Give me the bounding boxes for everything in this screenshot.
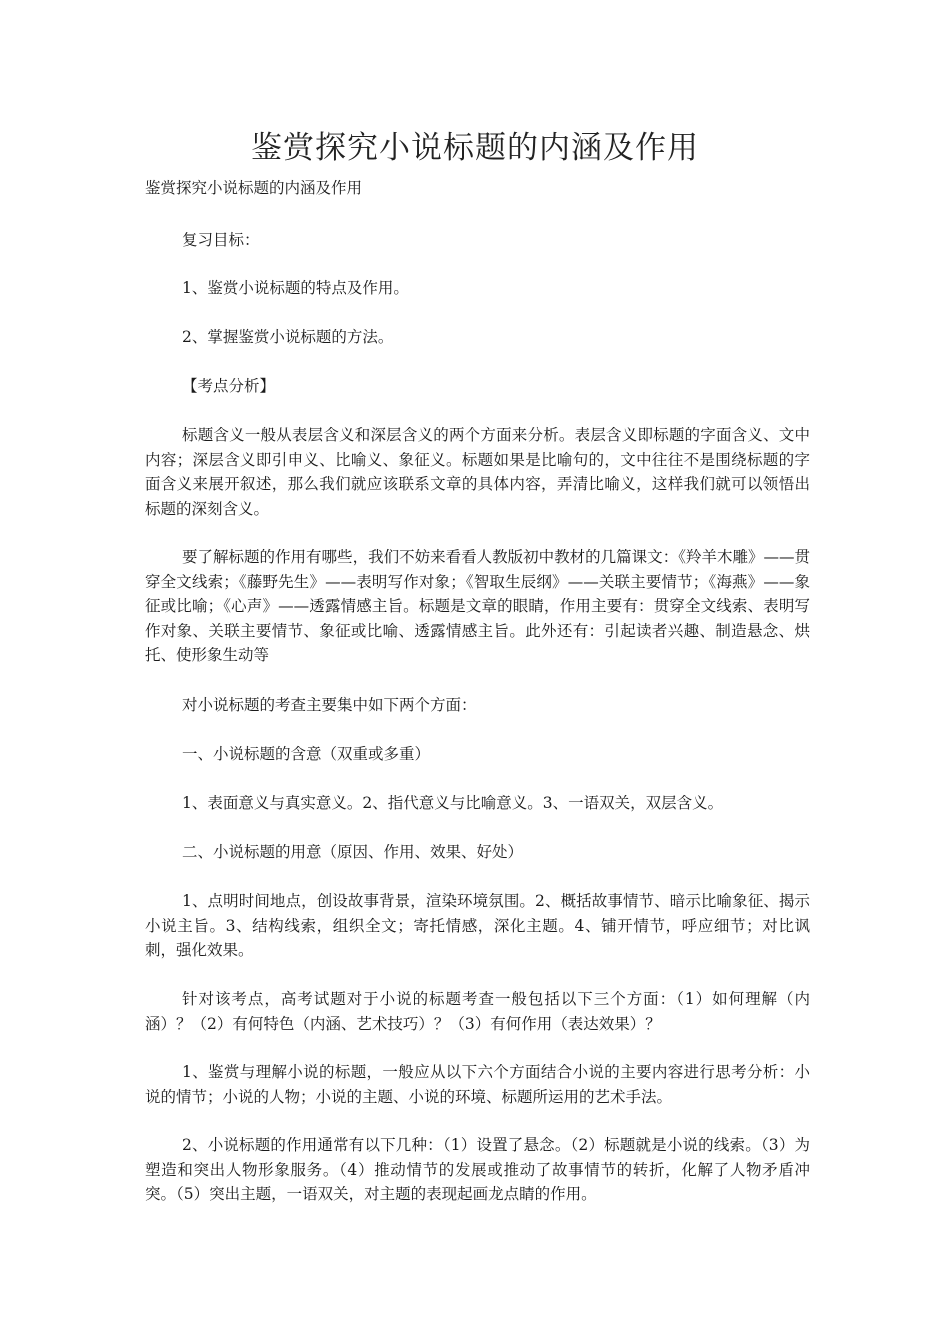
paragraph-goal-2: 2、掌握鉴赏小说标题的方法。: [182, 328, 394, 346]
paragraph-section-1-content: 1、表面意义与真实意义。2、指代意义与比喻意义。3、一语双关，双层含义。: [182, 794, 724, 812]
document-subtitle: 鉴赏探究小说标题的内涵及作用: [145, 179, 363, 197]
paragraph-exam-analysis-heading: 【考点分析】: [182, 377, 276, 395]
paragraph-section-1-heading: 一、小说标题的含意（双重或多重）: [182, 745, 431, 763]
paragraph-appreciation-method: 1、鉴赏与理解小说的标题，一般应从以下六个方面结合小说的主要内容进行思考分析：小说的情节；小说的人物；小说的主题、小说的环境、标题所运用的艺术手法。: [145, 1063, 810, 1106]
paragraph-title-roles: 2、小说标题的作用通常有以下几种：（1）设置了悬念。（2）标题就是小说的线索。（3）为塑造和突出人物形象服务。（4）推动情节的发展或推动了故事情节的转折，化解了人物矛盾冲突。（5）突出主题，一语双关，对主题的表现起画龙点睛的作用。: [145, 1136, 810, 1203]
paragraph-exam-questions: 针对该考点，高考试题对于小说的标题考查一般包括以下三个方面：（1）如何理解（内涵）？（2）有何特色（内涵、艺术技巧）？（3）有何作用（表达效果）？: [145, 990, 810, 1033]
document-title: 鉴赏探究小说标题的内涵及作用: [251, 130, 699, 166]
paragraph-exam-aspects: 对小说标题的考查主要集中如下两个方面：: [182, 696, 477, 714]
paragraph-section-2-heading: 二、小说标题的用意（原因、作用、效果、好处）: [182, 843, 524, 861]
paragraph-title-meaning: 标题含义一般从表层含义和深层含义的两个方面来分析。表层含义即标题的字面含义、文中内容；深层含义即引申义、比喻义、象征义。标题如果是比喻句的，文中往往不是围绕标题的字面含义来展开叙述，那么我们就应该联系文章的具体内容，弄清比喻义，这样我们就可以领悟出标题的深刻含义。: [145, 426, 810, 518]
paragraph-section-2-content: 1、点明时间地点，创设故事背景，渲染环境氛围。2、概括故事情节、暗示比喻象征、揭示小说主旨。3、结构线索，组织全文；寄托情感，深化主题。4、铺开情节，呼应细节；对比讽刺，强化效果。: [145, 892, 810, 959]
paragraph-goal-1: 1、鉴赏小说标题的特点及作用。: [182, 279, 409, 297]
paragraph-title-functions: 要了解标题的作用有哪些，我们不妨来看看人教版初中教材的几篇课文：《羚羊木雕》——贯穿全文线索；《藤野先生》——表明写作对象；《智取生辰纲》——关联主要情节；《海燕》——象征或比喻；《心声》——透露情感主旨。标题是文章的眼睛，作用主要有：贯穿全文线索、表明写作对象、关联主要情节、象征或比喻、透露情感主旨。此外还有：引起读者兴趣、制造悬念、烘托、使形象生动等: [145, 548, 810, 664]
paragraph-review-goals: 复习目标：: [182, 231, 260, 249]
